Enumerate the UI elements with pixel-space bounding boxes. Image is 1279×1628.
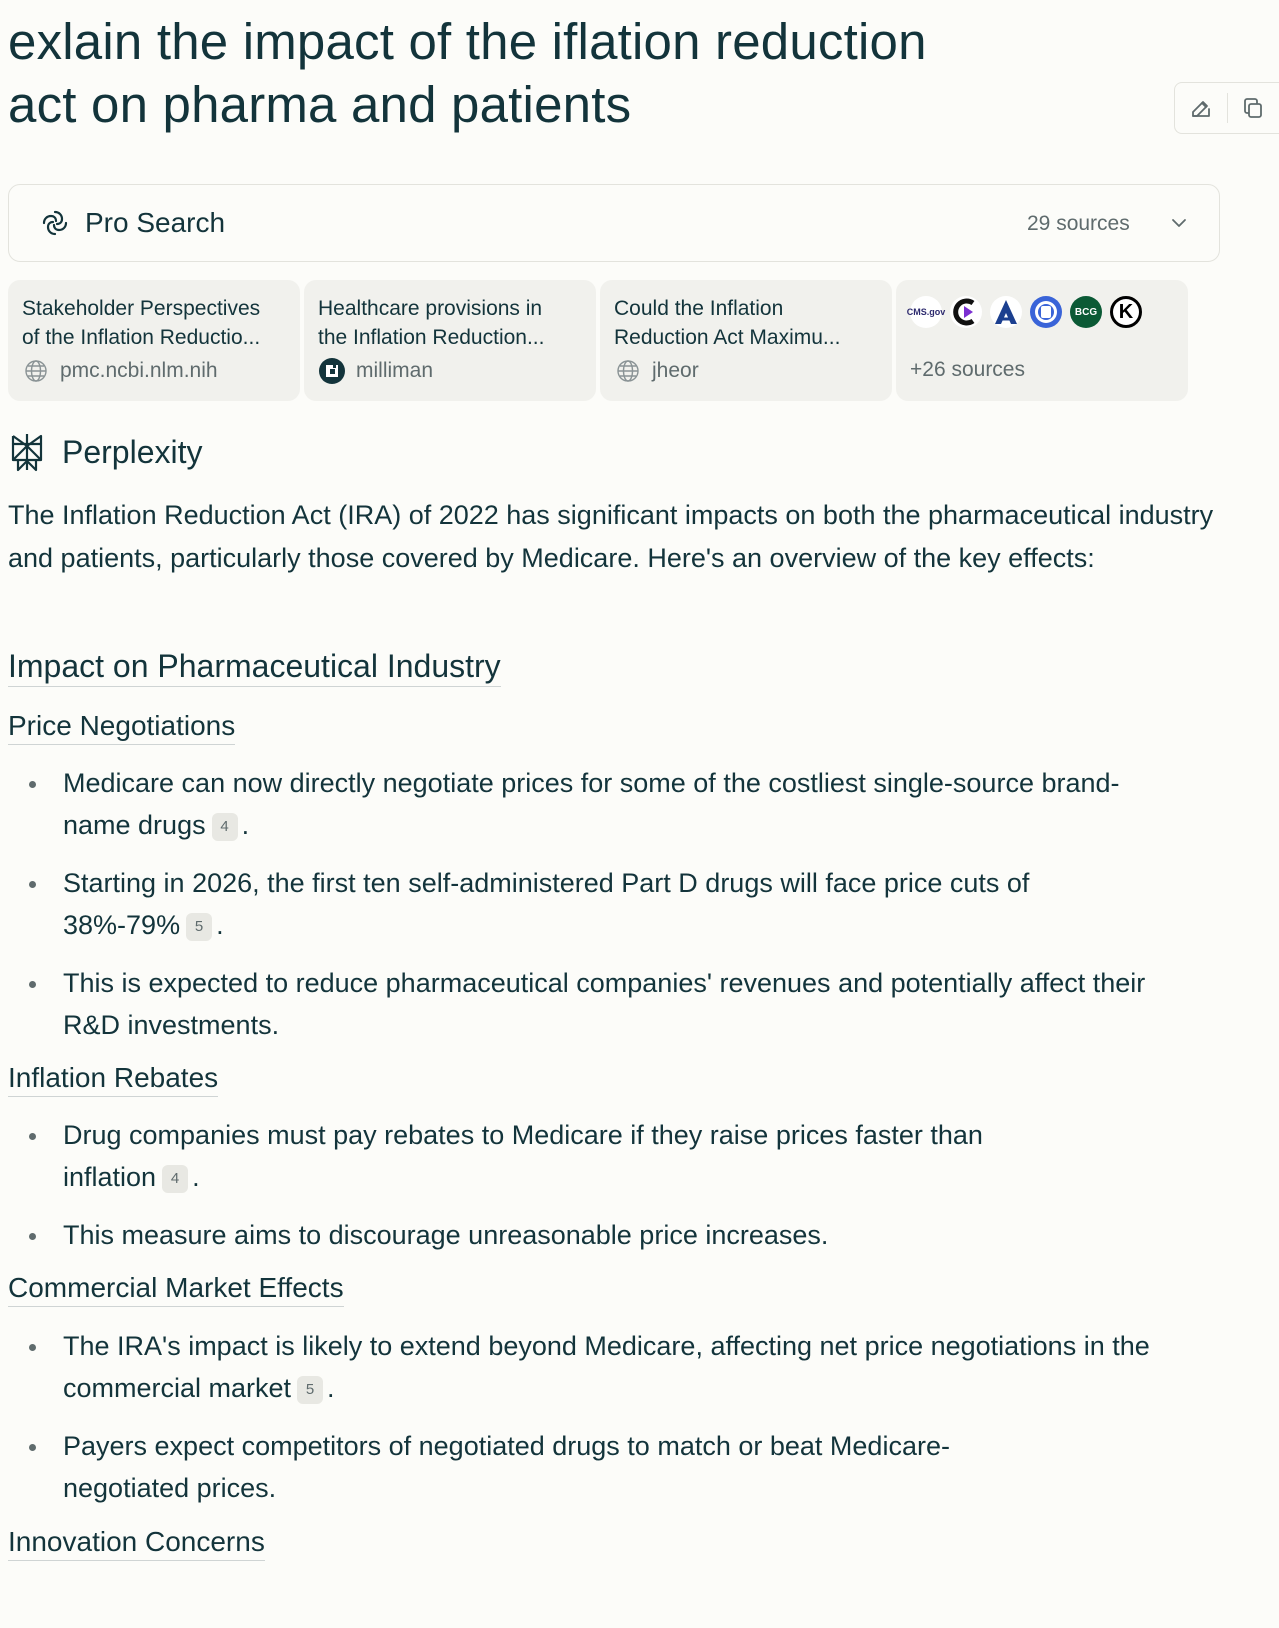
query-actions [1174,82,1279,134]
query-line-1: exlain the impact of the iflation reduction [8,13,927,70]
list-item: Drug companies must pay rebates to Medicare if they raise prices faster than inflation 4 . [8,1114,1108,1198]
subsection-heading: Innovation Concerns [8,1524,265,1561]
subsection-heading-block [8,1524,265,1561]
edit-icon [1189,96,1213,120]
list-item: This is expected to reduce pharmaceutical companies' revenues and potentially affect their R&D investments. [8,962,1198,1046]
perplexity-logo-icon [8,432,46,472]
more-sources-card[interactable] [896,280,1188,401]
source-card-source: milliman [318,357,433,385]
edit-query-button[interactable] [1175,83,1227,133]
more-sources-label: +26 sources [910,358,1025,381]
list-item: Payers expect competitors of negotiated drugs to match or beat Medicare-negotiated prices. [8,1425,1198,1509]
chevron-down-icon[interactable] [1169,213,1189,233]
citation-badge[interactable]: 4 [212,813,238,841]
pro-search-label: Pro Search [85,207,226,238]
source-card-title: Could the Inflation Reduction Act Maximu... [614,297,841,349]
milliman-logo-icon [318,357,346,385]
source-card-title: Stakeholder Perspectives of the Inflation Reductio... [22,297,261,349]
cms-gov-icon: CMS.gov [910,296,942,328]
copy-icon [1241,96,1265,120]
source-card[interactable] [600,280,892,401]
source-card[interactable] [304,280,596,401]
globe-icon [22,357,50,385]
list-item: This measure aims to discourage unreasonable price increases. [8,1214,1108,1256]
source-card[interactable] [8,280,300,401]
pro-search-icon [39,207,71,239]
answer-intro: The Inflation Reduction Act (IRA) of 2022 has significant impacts on both the pharmaceutical industry and patients, particularly those covered by Medicare. Here's an overview of the key effects: [8,500,1214,573]
bullet-list [8,1114,1108,1256]
globe-icon [614,357,642,385]
answer-header [8,432,203,472]
citation-badge[interactable]: 5 [186,913,212,941]
subsection-heading: Inflation Rebates [8,1060,218,1097]
source-card-source: jheor [614,357,699,385]
subsection-heading-block [8,1270,344,1307]
source-card-source: pmc.ncbi.nlm.nih [22,357,218,385]
bullet-list [8,762,1198,1046]
list-item: Medicare can now directly negotiate prices for some of the costliest single-source brand-name drugs 4 . [8,762,1198,846]
section-heading: Impact on Pharmaceutical Industry [8,646,501,687]
list-item: The IRA's impact is likely to extend beyond Medicare, affecting net price negotiations in the commercial market 5 . [8,1325,1198,1409]
citation-badge[interactable]: 5 [297,1376,323,1404]
copy-query-button[interactable] [1227,83,1279,133]
section-heading-block [8,646,501,687]
cup-logo-icon [1030,296,1062,328]
sources-count[interactable]: 29 sources [1027,212,1130,235]
k-logo-icon: K [1110,296,1142,328]
pro-search-panel[interactable] [8,184,1220,262]
list-item: Starting in 2026, the first ten self-administered Part D drugs will face price cuts of 38%-79% 5 . [8,862,1198,946]
subsection-heading-block [8,1060,218,1097]
a-logo-icon [990,296,1022,328]
query-title [8,10,1108,136]
query-line-2: act on pharma and patients [8,76,632,133]
bcg-icon: BCG [1070,296,1102,328]
subsection-heading: Commercial Market Effects [8,1270,344,1307]
citation-badge[interactable]: 4 [162,1165,188,1193]
cigna-icon [950,296,982,328]
source-favicons [906,296,1174,328]
subsection-heading-block [8,708,235,745]
brand-name: Perplexity [62,434,203,470]
bullet-list [8,1325,1198,1509]
source-card-title: Healthcare provisions in the Inflation Reduction... [318,297,545,349]
subsection-heading: Price Negotiations [8,708,235,745]
